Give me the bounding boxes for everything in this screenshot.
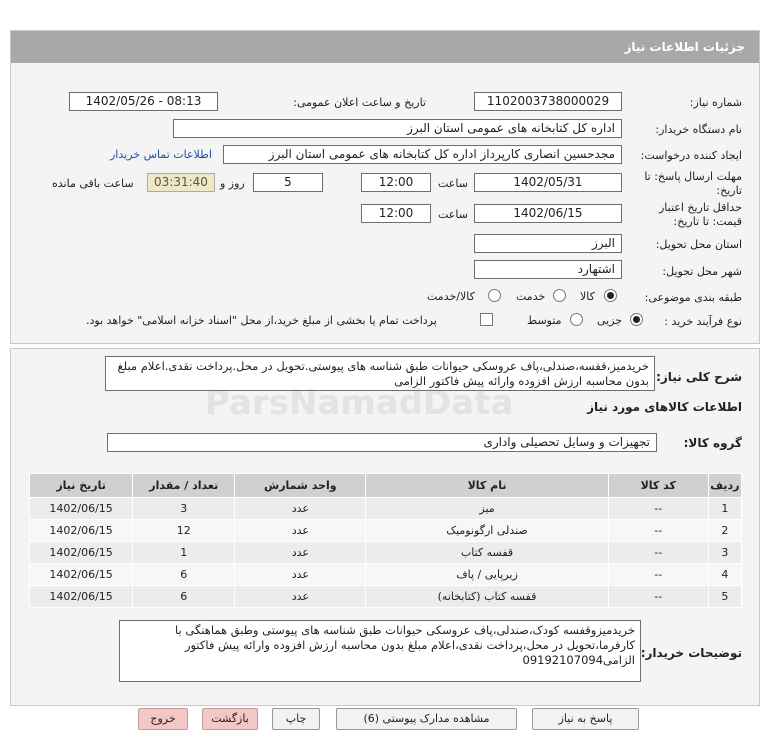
- announce-label: تاریخ و ساعت اعلان عمومی:: [293, 96, 426, 109]
- page-title: جزئیات اطلاعات نیاز: [624, 40, 745, 54]
- deadline-time-label: ساعت: [438, 177, 468, 190]
- validity-label: حداقل تاریخ اعتبار: [658, 201, 742, 214]
- col-date: تاریخ نیاز: [30, 474, 133, 498]
- cell-code: --: [608, 520, 708, 542]
- validity-label-date: قیمت: تا تاریخ:: [673, 215, 742, 228]
- table-header-row: [30, 474, 742, 498]
- city-field[interactable]: اشتهارد: [474, 260, 622, 279]
- process-medium-label: متوسط: [527, 314, 562, 327]
- province-field[interactable]: البرز: [474, 234, 622, 253]
- deadline-label-date: تاریخ:: [716, 184, 742, 197]
- process-label: نوع فرآیند خرید :: [664, 315, 742, 328]
- process-partial-radio[interactable]: [630, 313, 643, 326]
- cell-date: 1402/06/15: [30, 586, 133, 608]
- col-qty: تعداد / مقدار: [133, 474, 235, 498]
- panel-header: [11, 31, 759, 63]
- cell-name: میز: [366, 498, 608, 520]
- cell-row: 2: [708, 520, 741, 542]
- reply-button[interactable]: پاسخ به نیاز: [532, 708, 639, 730]
- cell-code: --: [608, 498, 708, 520]
- validity-time-field[interactable]: 12:00: [361, 204, 431, 223]
- cell-name: زیرپایی / پاف: [366, 564, 608, 586]
- category-service-label: خدمت: [516, 290, 546, 303]
- table-row: [30, 542, 742, 564]
- cell-row: 4: [708, 564, 741, 586]
- days-field[interactable]: 5: [253, 173, 323, 192]
- process-medium-radio[interactable]: [570, 313, 583, 326]
- contact-buyer-link[interactable]: اطلاعات تماس خریدار: [110, 148, 212, 161]
- cell-name: قفسه کتاب: [366, 542, 608, 564]
- summary-label: شرح کلی نیاز:: [656, 370, 742, 384]
- table-row: [30, 564, 742, 586]
- cell-unit: عدد: [235, 520, 366, 542]
- goods-section-title: اطلاعات کالاهای مورد نیاز: [587, 400, 742, 414]
- print-button[interactable]: چاپ: [272, 708, 320, 730]
- col-row: ردیف: [708, 474, 741, 498]
- cell-name: قفسه کتاب (کتابخانه): [366, 586, 608, 608]
- cell-qty: 12: [133, 520, 235, 542]
- cell-unit: عدد: [235, 498, 366, 520]
- creator-field[interactable]: مجدحسین انصاری کارپرداز اداره کل کتابخانه های عمومی استان البرز: [223, 145, 622, 164]
- announce-field[interactable]: 1402/05/26 - 08:13: [69, 92, 218, 111]
- category-service-radio[interactable]: [553, 289, 566, 302]
- cell-date: 1402/06/15: [30, 564, 133, 586]
- cell-unit: عدد: [235, 586, 366, 608]
- days-label: روز و: [220, 177, 245, 190]
- col-name: نام کالا: [366, 474, 608, 498]
- creator-label: ایجاد کننده درخواست:: [640, 149, 742, 162]
- summary-text: خریدمیز،قفسه،صندلی،پاف عروسکی حیوانات طبق شناسه های پیوستی.تحویل در محل.پرداخت نقدی.اعلام مبلغ بدون محاسبه ارزش افزوده وارائه پیش فاکتور الزامی: [105, 356, 655, 391]
- category-both-label: کالا/خدمت: [427, 290, 475, 303]
- cell-date: 1402/06/15: [30, 498, 133, 520]
- deadline-time-field[interactable]: 12:00: [361, 173, 431, 192]
- cell-row: 1: [708, 498, 741, 520]
- cell-unit: عدد: [235, 564, 366, 586]
- cell-name: صندلی ارگونومیک: [366, 520, 608, 542]
- exit-button[interactable]: خروج: [138, 708, 188, 730]
- remaining-label: ساعت باقی مانده: [52, 177, 134, 190]
- cell-qty: 6: [133, 586, 235, 608]
- validity-date-field[interactable]: 1402/06/15: [474, 204, 622, 223]
- table-row: [30, 586, 742, 608]
- need-number-field[interactable]: 1102003738000029: [474, 92, 622, 111]
- cell-date: 1402/06/15: [30, 542, 133, 564]
- cell-qty: 6: [133, 564, 235, 586]
- deadline-label: مهلت ارسال پاسخ: تا: [644, 170, 742, 183]
- cell-code: --: [608, 564, 708, 586]
- need-number-label: شماره نیاز:: [689, 96, 742, 109]
- treasury-payment-label: پرداخت تمام یا بخشی از مبلغ خرید،از محل "اسناد خزانه اسلامی" خواهد بود.: [86, 314, 437, 327]
- buyer-org-label: نام دستگاه خریدار:: [655, 123, 742, 136]
- buyer-notes-text: خریدمیزوقفسه کودک،صندلی،پاف عروسکی حیوانات طبق شناسه های پیوستی وطبق هماهنگی با کارفرما،تحویل در محل،پرداخت نقدی،اعلام مبلغ بدون محاسبه ارزش افزوده وارائه پیش فاکتور الزامی09192107094: [119, 620, 641, 682]
- treasury-payment-checkbox[interactable]: [480, 313, 493, 326]
- view-attachments-button[interactable]: مشاهده مدارک پیوستی (6): [336, 708, 517, 730]
- buyer-org-field[interactable]: اداره کل کتابخانه های عمومی استان البرز: [173, 119, 622, 138]
- goods-group-field[interactable]: تجهیزات و وسایل تحصیلی واداری: [107, 433, 657, 452]
- back-button[interactable]: بازگشت: [202, 708, 258, 730]
- category-goods-radio[interactable]: [604, 289, 617, 302]
- category-goods-label: کالا: [580, 290, 595, 303]
- table-row: [30, 498, 742, 520]
- cell-row: 5: [708, 586, 741, 608]
- category-label: طبقه بندی موضوعی:: [644, 291, 742, 304]
- col-code: کد کالا: [608, 474, 708, 498]
- city-label: شهر محل تحویل:: [662, 265, 742, 278]
- cell-qty: 1: [133, 542, 235, 564]
- remaining-time-field: 03:31:40: [147, 173, 215, 192]
- validity-time-label: ساعت: [438, 208, 468, 221]
- cell-code: --: [608, 586, 708, 608]
- category-both-radio[interactable]: [488, 289, 501, 302]
- cell-qty: 3: [133, 498, 235, 520]
- province-label: استان محل تحویل:: [655, 238, 742, 251]
- cell-unit: عدد: [235, 542, 366, 564]
- cell-code: --: [608, 542, 708, 564]
- goods-group-label: گروه کالا:: [683, 436, 742, 450]
- cell-date: 1402/06/15: [30, 520, 133, 542]
- col-unit: واحد شمارش: [235, 474, 366, 498]
- table-row: [30, 520, 742, 542]
- deadline-date-field[interactable]: 1402/05/31: [474, 173, 622, 192]
- goods-table: [29, 473, 742, 608]
- process-partial-label: جزیی: [597, 314, 623, 327]
- buyer-notes-label: توضیحات خریدار:: [640, 646, 742, 660]
- cell-row: 3: [708, 542, 741, 564]
